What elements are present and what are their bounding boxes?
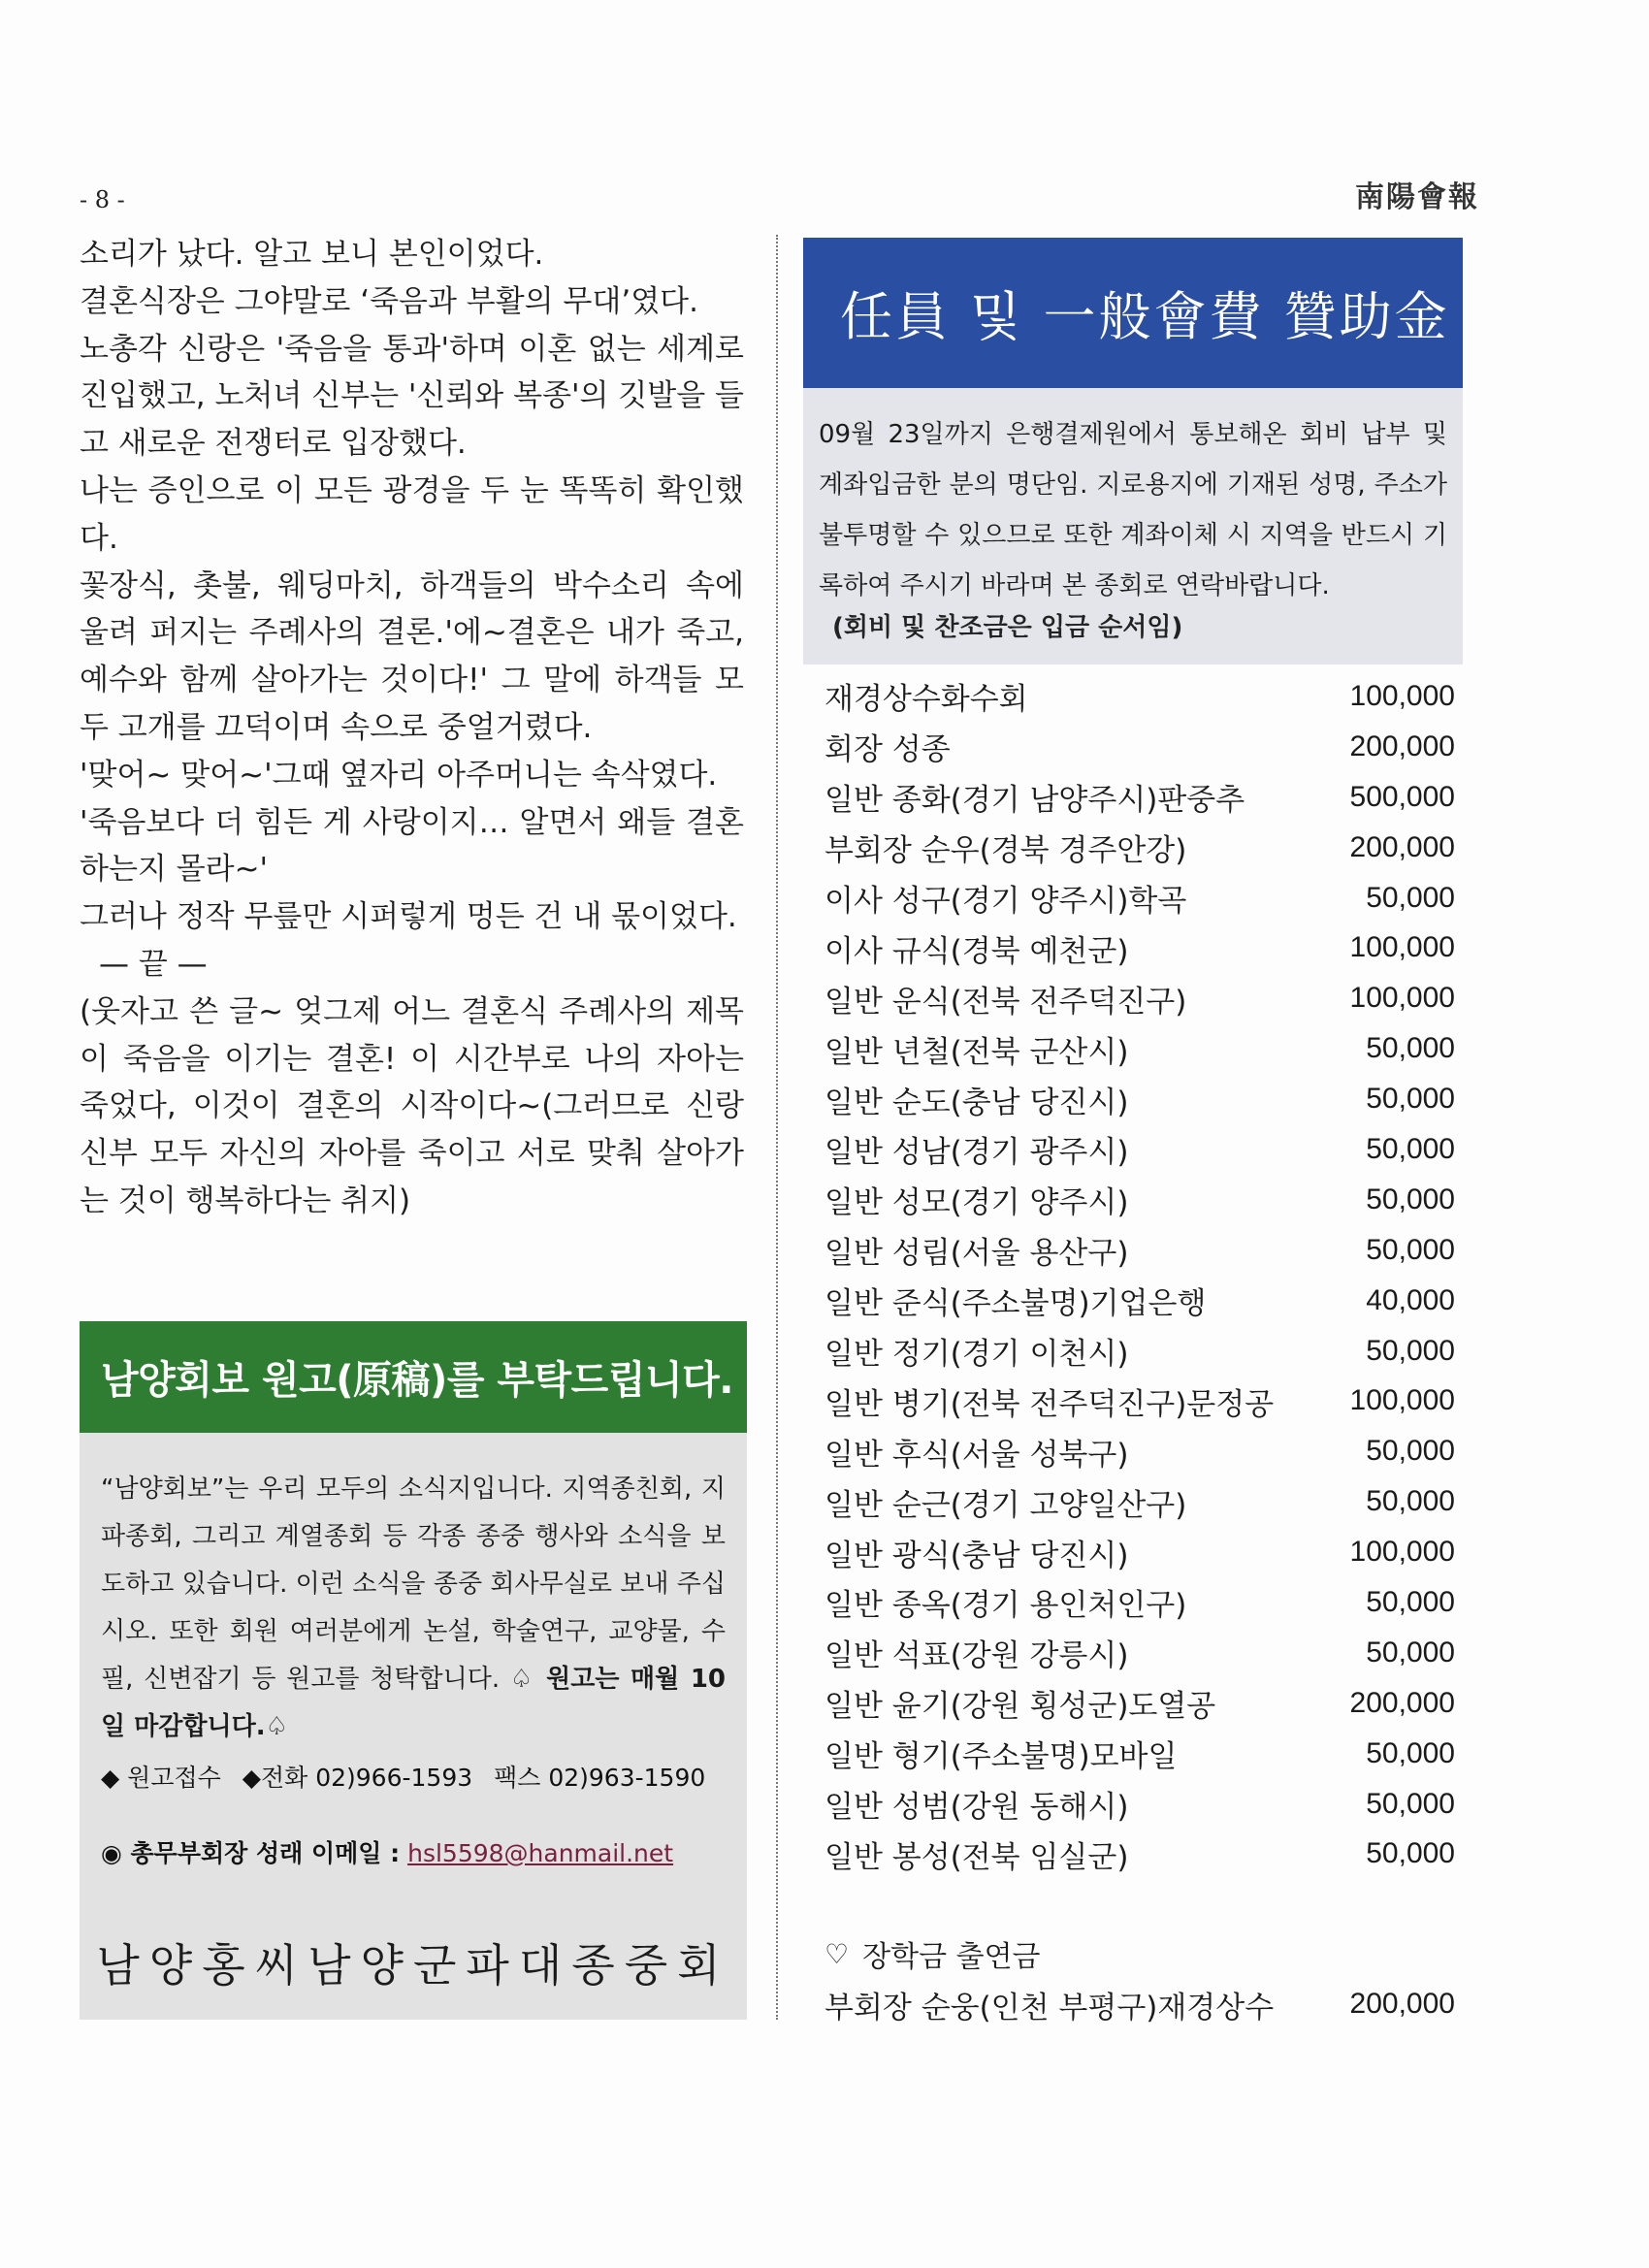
essay-paragraph: 소리가 났다. 알고 보니 본인이었다. [80, 237, 544, 272]
donor-row [824, 1225, 1455, 1276]
donor-list [824, 671, 1455, 1879]
donor-row [824, 1276, 1455, 1326]
essay-paragraph: 결혼식장은 그야말로 ‘죽음과 부활의 무대’였다. [80, 283, 698, 319]
donation-intro: 09월 23일까지 은행결제원에서 통보해온 회비 납부 및 계좌입금한 분의 명단임. 지로용지에 기재된 성명, 주소가 불투명할 수 있으므로 또한 계좌이체 시 지역을 반드시 기록하여 주시기 바라며 본 종회로 연락바랍니다. [819, 420, 1447, 600]
donor-amount: 50,000 [1366, 1083, 1455, 1116]
page-header [0, 0, 1649, 233]
donor-name: 일반 종옥(경기 용인처인구) [824, 1588, 1187, 1624]
donor-row [824, 1729, 1455, 1779]
essay-paragraph: '죽음보다 더 힘든 게 사랑이지… 알면서 왜들 결혼하는지 몰라~' [80, 804, 744, 888]
scholarship-section [824, 1928, 1455, 2029]
masthead: 南陽會報 [1355, 180, 1479, 214]
donation-note: (회비 및 찬조금은 입금 순서임) [832, 613, 1183, 642]
donor-row [824, 671, 1455, 722]
donor-amount: 100,000 [1349, 1384, 1455, 1417]
donor-row [824, 1476, 1455, 1527]
donor-name: 일반 형기(주소불명)모바일 [824, 1739, 1178, 1775]
contact-phone: ◆전화 02)966-1593 [242, 1764, 473, 1792]
donor-amount: 200,000 [1349, 1988, 1455, 2020]
donor-name: 일반 성남(경기 광주시) [824, 1135, 1129, 1171]
donor-row [824, 1779, 1455, 1830]
donor-amount: 50,000 [1366, 1837, 1455, 1870]
donor-name: 부회장 순우(경북 경주안강) [824, 833, 1187, 869]
donor-name: 일반 정기(경기 이천시) [824, 1337, 1129, 1373]
donor-amount: 50,000 [1366, 1334, 1455, 1367]
notice-contact [101, 1759, 726, 1798]
donor-amount: 50,000 [1366, 1435, 1455, 1468]
donor-row [824, 1829, 1455, 1879]
notice-text [101, 1466, 726, 1751]
donor-name: 일반 병기(전북 전주덕진구)문정공 [824, 1386, 1275, 1422]
donor-name: 일반 후식(서울 성북구) [824, 1437, 1129, 1473]
donor-row [824, 1175, 1455, 1225]
notice-body [80, 1433, 747, 1869]
manuscript-notice [80, 1321, 747, 2020]
donor-name: 일반 종화(경기 남양주시)판중추 [824, 783, 1245, 819]
email-link[interactable]: hsl5598@hanmail.net [407, 1839, 674, 1867]
donor-row [824, 1628, 1455, 1678]
donor-name: 일반 석표(강원 강릉시) [824, 1638, 1129, 1674]
heart-icon: ♡ [824, 1937, 850, 1970]
donor-row [824, 722, 1455, 772]
donor-amount: 50,000 [1366, 1585, 1455, 1618]
donor-amount: 100,000 [1349, 1536, 1455, 1569]
essay-end-mark: — 끝 — [99, 946, 208, 982]
email-label: ◉ 총무부회장 성래 이메일 : [101, 1839, 401, 1867]
essay-postscript: (웃자고 쓴 글~ 엊그제 어느 결혼식 주례사의 제목이 죽음을 이기는 결혼! 이 시간부로 나의 자아는 죽었다, 이것이 결혼의 시작이다~(그러므로 신랑 신부 모두 자신의 자아를 죽이고 서로 맞춰 살아가는 것이 행복하다는 취지) [80, 993, 744, 1218]
donor-amount: 50,000 [1366, 881, 1455, 914]
essay-column [80, 231, 744, 1225]
scholarship-title: 장학금 출연금 [862, 1940, 1041, 1974]
essay-paragraph: 그러나 정작 무릎만 시퍼렇게 멍든 건 내 몫이었다. [80, 899, 737, 935]
donor-row [824, 1678, 1455, 1729]
donor-row [824, 873, 1455, 923]
donor-row [824, 923, 1455, 973]
column-divider [776, 235, 778, 2020]
notice-deadline: ♤ 원고는 매월 10일 마감합니다.♤ [101, 1665, 727, 1741]
donor-row [824, 1326, 1455, 1377]
notice-body-text: “남양회보”는 우리 모두의 소식지입니다. 지역종친회, 지파종회, 그리고 계열종회 등 각종 종중 행사와 소식을 보도하고 있습니다. 이런 소식을 종중 회사무실로 보내 주십시오. 또한 회원 여러분에게 논설, 학술연구, 교양물, 수필, 신변잡기 등 원고를 청탁합니다. [101, 1474, 726, 1694]
donor-amount: 50,000 [1366, 1736, 1455, 1769]
donor-name: 일반 성림(서울 용산구) [824, 1236, 1129, 1272]
donor-amount: 200,000 [1349, 830, 1455, 863]
donor-name: 이사 성구(경기 양주시)학곡 [824, 884, 1187, 919]
donor-row [824, 1074, 1455, 1124]
donor-amount: 100,000 [1349, 982, 1455, 1015]
scholarship-title-row [824, 1928, 1455, 1979]
donor-amount: 50,000 [1366, 1485, 1455, 1518]
donor-name: 일반 봉성(전북 임실군) [824, 1839, 1129, 1875]
donor-row [824, 973, 1455, 1023]
essay-paragraph: 꽃장식, 촛불, 웨딩마치, 하객들의 박수소리 속에 울려 퍼지는 주례사의 결론.'에~결혼은 내가 죽고, 예수와 함께 살아가는 것이다!' 그 말에 하객들 모두 고개를 끄덕이며 속으로 중얼거렸다. [80, 567, 744, 745]
donor-amount: 50,000 [1366, 1032, 1455, 1065]
donor-row [824, 823, 1455, 873]
contact-label: ◆ 원고접수 [101, 1764, 221, 1792]
donor-amount: 40,000 [1366, 1283, 1455, 1316]
donor-name: 이사 규식(경북 예천군) [824, 933, 1129, 969]
donor-row [824, 1023, 1455, 1074]
donor-name: 일반 성범(강원 동해시) [824, 1790, 1129, 1826]
donor-name: 일반 준식(주소불명)기업은행 [824, 1286, 1207, 1322]
donor-amount: 200,000 [1349, 729, 1455, 762]
scholarship-row [824, 1979, 1455, 2029]
essay-paragraph: 나는 증인으로 이 모든 광경을 두 눈 똑똑히 확인했다. [80, 472, 744, 556]
donor-name: 일반 순근(경기 고양일산구) [824, 1487, 1187, 1523]
essay-paragraph: '맞어~ 맞어~'그때 옆자리 아주머니는 속삭였다. [80, 757, 718, 793]
donor-name: 재경상수화수회 [824, 682, 1028, 718]
donor-name: 부회장 순웅(인천 부평구)재경상수 [824, 1990, 1275, 2025]
donor-amount: 500,000 [1349, 780, 1455, 813]
donor-amount: 50,000 [1366, 1233, 1455, 1266]
donor-name: 일반 성모(경기 양주시) [824, 1185, 1129, 1221]
donor-amount: 100,000 [1349, 679, 1455, 712]
donor-name: 일반 윤기(강원 횡성군)도열공 [824, 1689, 1216, 1725]
notice-title: 남양회보 원고(原稿)를 부탁드립니다. [80, 1321, 747, 1433]
donor-row [824, 772, 1455, 823]
organization-name: 남양홍씨남양군파대종중회 [96, 1939, 730, 1992]
contact-fax: 팩스 02)963-1590 [494, 1764, 706, 1792]
notice-email [101, 1834, 726, 1869]
donor-amount: 50,000 [1366, 1787, 1455, 1820]
donor-row [824, 1124, 1455, 1175]
donor-row [824, 1376, 1455, 1426]
page-number: - 8 - [80, 186, 125, 213]
donor-amount: 50,000 [1366, 1132, 1455, 1165]
donor-name: 일반 광식(충남 당진시) [824, 1538, 1129, 1573]
donor-name: 회장 성종 [824, 732, 951, 768]
donor-name: 일반 순도(충남 당진시) [824, 1085, 1129, 1120]
donor-amount: 100,000 [1349, 931, 1455, 964]
donor-amount: 50,000 [1366, 1183, 1455, 1215]
essay-paragraph: 노총각 신랑은 '죽음을 통과'하며 이혼 없는 세계로 진입했고, 노처녀 신부는 '신뢰와 복종'의 깃발을 들고 새로운 전쟁터로 입장했다. [80, 331, 744, 462]
donor-row [824, 1577, 1455, 1628]
donor-row [824, 1426, 1455, 1476]
donor-amount: 200,000 [1349, 1686, 1455, 1719]
donor-name: 일반 년철(전북 군산시) [824, 1034, 1129, 1070]
donation-title: 任員 및 一般會費 贊助金 [803, 238, 1463, 388]
donation-header-box [803, 238, 1463, 664]
donor-name: 일반 운식(전북 전주덕진구) [824, 984, 1187, 1020]
donor-row [824, 1527, 1455, 1577]
donor-amount: 50,000 [1366, 1636, 1455, 1669]
